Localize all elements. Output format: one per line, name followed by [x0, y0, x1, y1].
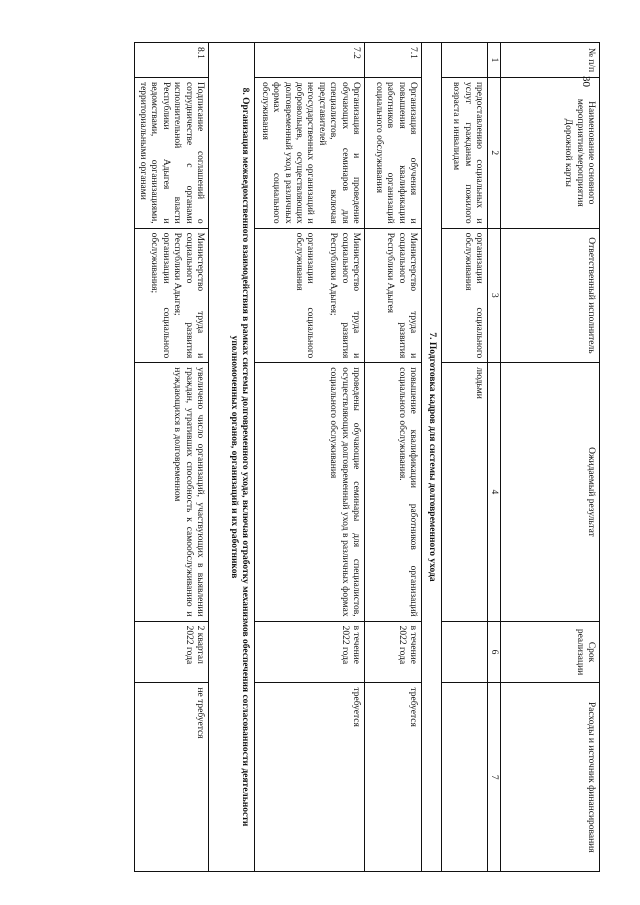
cell-result: проведены обучающие семинары для специалистов, осуществляющих долговременный уход в различных формах социального обслуживания: [255, 363, 364, 621]
cell-name: предоставлению социальных и услуг гражданам пожилого возраста и инвалидам: [442, 78, 487, 229]
section-row: [421, 42, 441, 872]
header-num: № п/п: [501, 43, 599, 78]
colnum-6: 6: [488, 622, 500, 684]
cell-executor: Министерство труда и социального развития Республики Адыгея; организации социального обслуживания;: [135, 229, 208, 364]
colnum-1: 1: [488, 43, 500, 78]
table-header-row: [500, 42, 600, 872]
cell-result: людьми: [442, 363, 487, 621]
cell-cost: требуется: [408, 687, 418, 727]
column-numbers-row: [487, 42, 500, 872]
header-result: Ожидаемый результат: [501, 363, 599, 621]
cell-executor: Министерство труда и социального развития Республики Адыгея: [365, 229, 421, 364]
cell-result: увеличено число организаций, участвующих в выявлении граждан, утративших способность к самообслуживанию и нуждающихся в долговременном: [135, 363, 208, 621]
table-row: [364, 42, 421, 872]
cell-name: Организация и проведение обучающих семинаров для специалистов, включая представителей негосударственных организаций и добровольцев, осуществляющих долговременный уход в различных формах социального обслуживания: [255, 78, 364, 229]
cell-cost: [442, 683, 487, 871]
roadmap-table: [134, 42, 600, 872]
table-row: [254, 42, 364, 872]
cell-executor: организации социального обслуживания: [442, 229, 487, 364]
cell-name: Подписание соглашений о сотрудничестве с органами исполнительной власти Республики Адыгея и ведомствами, организациями, территориальными органами: [135, 78, 208, 229]
table-row: [134, 42, 208, 872]
cell-result: повышение квалификации работников организаций социального обслуживания.: [365, 363, 421, 621]
cell-num: 7.1: [365, 43, 421, 78]
section-7-title: 7. Подготовка кадров для системы долговременного ухода: [427, 332, 437, 582]
header-executor: Ответственный исполнитель: [501, 229, 599, 364]
header-cost: Расходы и источник финансирования: [586, 701, 596, 853]
section-8-title: 8. Организация межведомственного взаимодействия в рамках системы долговременного ухода, включая отработку механизмов обеспечения согласованности деятельности уполномоченных органов, организаций и их работников: [228, 87, 250, 827]
cell-num: 7.2: [255, 43, 364, 78]
cell-term: в течение 2022 года: [255, 622, 364, 684]
colnum-2: 2: [488, 78, 500, 229]
cell-term: в течение 2022 года: [365, 622, 421, 684]
colnum-3: 3: [488, 229, 500, 364]
cell-cost: не требуется: [195, 687, 205, 739]
page-number: 30: [580, 76, 592, 87]
cell-term: [442, 622, 487, 684]
cell-num: [442, 43, 487, 78]
header-name: Наименование основного мероприятия/мероприятия Дорожной карты: [501, 78, 599, 229]
cell-executor: Министерство труда и социального развития Республики Адыгея; организации социального обслуживания: [255, 229, 364, 364]
header-term: Срок реализации: [501, 622, 599, 684]
cell-num: 8.1: [135, 43, 208, 78]
table-row: [441, 42, 487, 872]
section-row: [208, 42, 254, 872]
cell-cost: требуется: [351, 687, 361, 727]
colnum-4: 4: [488, 363, 500, 621]
cell-name: Организация обучения и повышения квалификации работников организаций социального обслуживания: [365, 78, 421, 229]
colnum-7: 7: [489, 774, 499, 780]
cell-term: 2 квартал 2022 года: [135, 622, 208, 684]
